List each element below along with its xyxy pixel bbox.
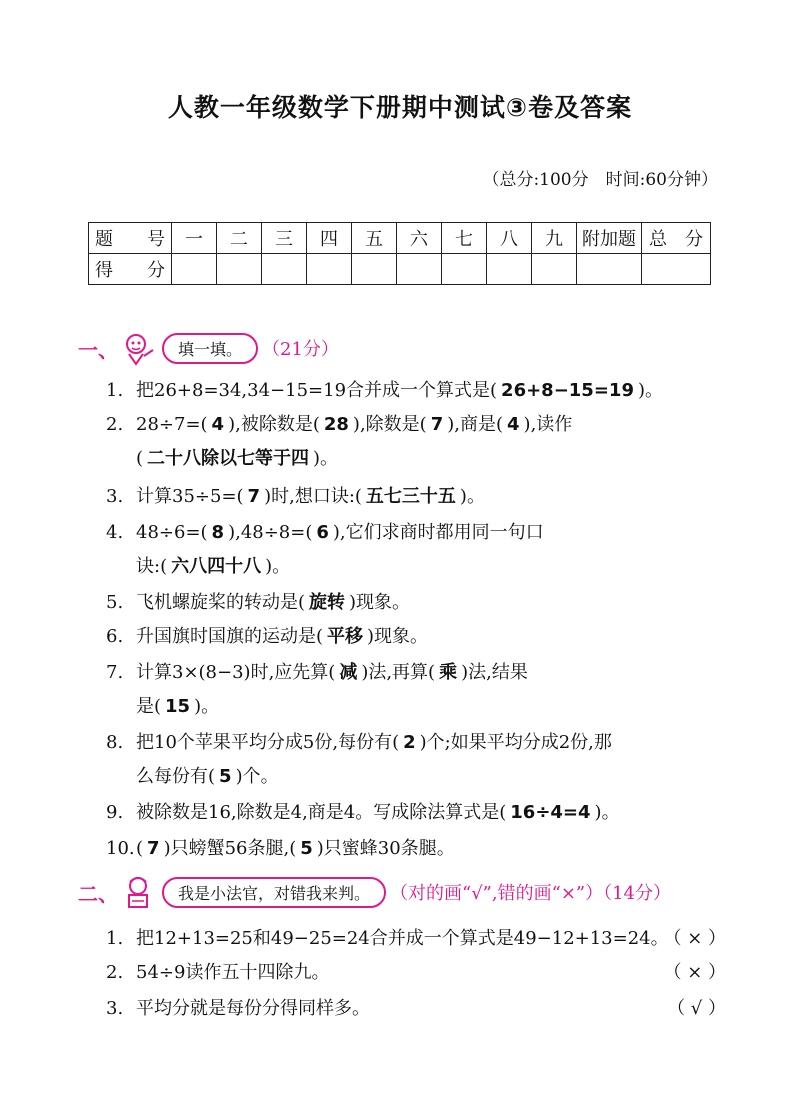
answer: 15 [165,696,191,717]
question-item: 2. 28÷7=( 4 ),被除数是( 28 ),除数是( 7 ),商是( 4 ),读作 [106,414,573,435]
answer: 6 [316,522,329,543]
table-row-label: 得 分 [89,254,172,285]
answer: 8 [211,522,225,543]
table-header-cell: 附加题 [577,223,642,254]
answer: 二十八除以七等于四 [147,448,310,469]
score-table-header-row [89,223,711,254]
judge-item: 2. 54÷9读作五十四除九。 （ × ） [106,956,726,990]
answer: 16÷4=4 [510,802,591,823]
table-header-cell: 三 [262,223,307,254]
section-2-header [78,874,671,910]
score-cell [577,254,642,285]
question-item: 8. 把10个苹果平均分成5份,每份有( 2 )个;如果平均分成2份,那 [106,732,612,753]
score-cell [642,254,711,285]
section-1-header [78,330,339,366]
section-score-note: （对的画“√”,错的画“×”）（14分） [390,883,672,904]
section-score-note: （21分） [262,339,339,360]
table-header-cell: 总 分 [642,223,711,254]
section-title-badge: 我是小法官，对错我来判。 [162,877,386,908]
question-item: 1. 把26+8=34,34−15=19合并成一个算式是( 26+8−15=19 )。 [106,380,663,401]
question-item: 6. 升国旗时国旗的运动是( 平移 )现象。 [106,626,429,647]
table-header-cell: 七 [442,223,487,254]
question-item-continued: 诀:( 六八四十八 )。 [136,556,291,577]
answer: 7 [430,414,444,435]
question-item-continued: 么每份有( 5 )个。 [136,766,279,787]
answer: 4 [507,414,520,435]
question-item: 5. 飞机螺旋桨的转动是( 旋转 )现象。 [106,592,411,613]
answer: 减 [339,662,358,683]
table-row-label: 题 号 [89,223,172,254]
score-time-info: （总分:100分 时间:60分钟） [482,170,718,190]
score-cell [397,254,442,285]
score-cell [307,254,352,285]
table-header-cell: 一 [172,223,217,254]
score-table [88,222,711,285]
question-item: 3. 计算35÷5=( 7 )时,想口诀:( 五七三十五 )。 [106,486,485,507]
answer-mark: （ × ） [663,928,726,949]
table-header-cell: 四 [307,223,352,254]
answer: 2 [403,732,416,753]
answer: 乘 [439,662,458,683]
page-title: 人教一年级数学下册期中测试③卷及答案 [167,93,633,122]
answer-mark: （ √ ） [667,998,726,1019]
answer: 26+8−15=19 [501,380,634,401]
answer: 28 [323,414,349,435]
answer: 平移 [327,626,364,647]
answer: 4 [211,414,225,435]
answer: 旋转 [309,592,346,613]
score-cell [262,254,307,285]
question-item: 10.( 7 )只螃蟹56条腿,( 5 )只蜜蜂30条腿。 [106,838,455,859]
judge-item: 3. 平均分就是每份分得同样多。 （ √ ） [106,992,726,1026]
score-table-score-row [89,254,711,285]
question-item: 7. 计算3×(8−3)时,应先算( 减 )法,再算( 乘 )法,结果 [106,662,528,683]
answer: 5 [300,838,313,859]
question-item: 9. 被除数是16,除数是4,商是4。写成除法算式是( 16÷4=4 )。 [106,802,620,823]
table-header-cell: 二 [217,223,262,254]
score-cell [532,254,577,285]
answer-mark: （ × ） [663,962,726,983]
answer: 7 [147,838,160,859]
score-cell [172,254,217,285]
table-header-cell: 五 [352,223,397,254]
table-header-cell: 八 [487,223,532,254]
section-title-badge: 填一填。 [162,333,258,364]
section-number: 一、 [78,337,118,362]
question-item-continued: ( 二十八除以七等于四 )。 [136,448,339,469]
score-cell [487,254,532,285]
score-cell [217,254,262,285]
question-item: 4. 48÷6=( 8 ),48÷8=( 6 ),它们求商时都用同一句口 [106,522,544,543]
section-number: 二、 [78,881,118,906]
cartoon-judge-icon [120,874,156,910]
judge-item: 1. 把12+13=25和49−25=24合并成一个算式是49−12+13=24。 （ × ） [106,922,726,956]
table-header-cell: 九 [532,223,577,254]
answer: 六八四十八 [171,556,262,577]
question-item-continued: 是( 15 )。 [136,696,220,717]
score-cell [442,254,487,285]
answer: 7 [247,486,261,507]
answer: 5 [219,766,232,787]
answer: 五七三十五 [365,486,456,507]
score-cell [352,254,397,285]
table-header-cell: 六 [397,223,442,254]
cartoon-kid-icon [120,330,156,366]
